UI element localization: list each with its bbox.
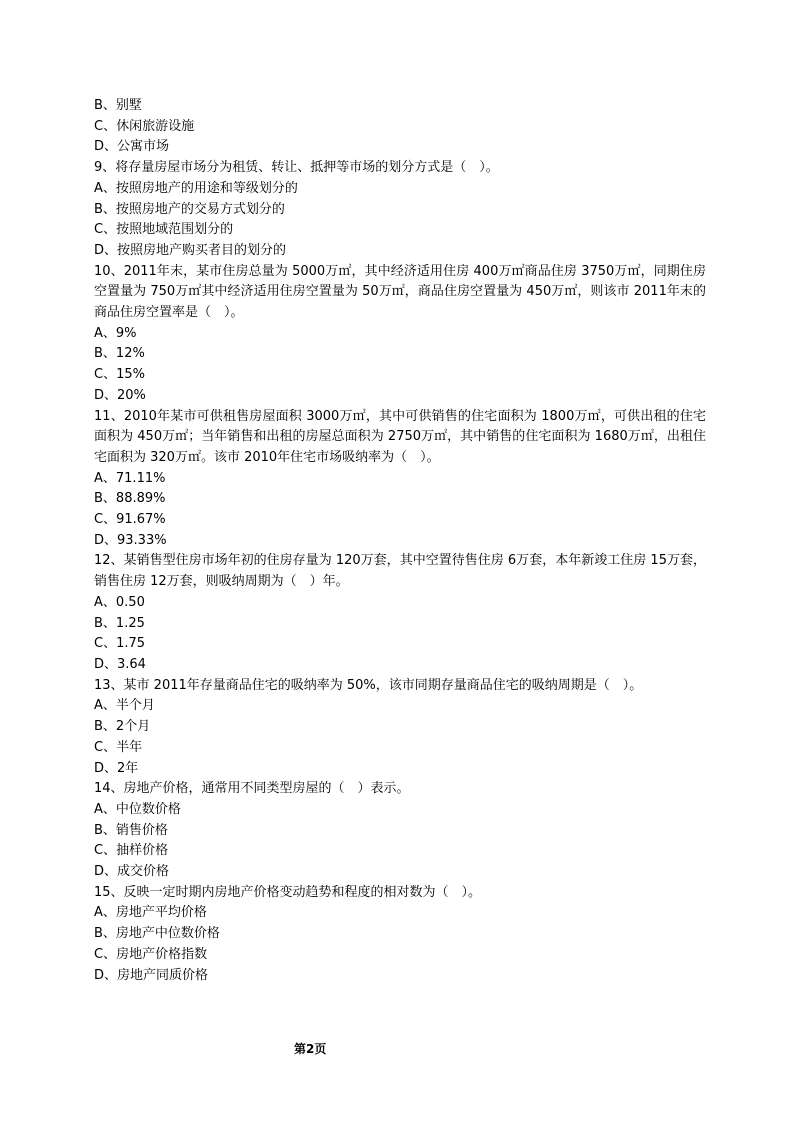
q12-option-a: A、0.50 [94,594,145,610]
q14-option-d: D、成交价格 [94,864,170,880]
q11-option-b: B、88.89% [94,491,166,507]
question-15: 15、反映一定时期内房地产价格变动趋势和程度的相对数为（ ）。 [94,884,482,900]
q14-option-c: C、抽样价格 [94,843,169,859]
page-number: 第2页 [294,1042,327,1056]
q11-option-a: A、71.11% [94,470,166,486]
q10-option-a: A、9% [94,325,137,341]
question-14: 14、房地产价格，通常用不同类型房屋的（ ）表示。 [94,781,410,797]
q9-option-a: A、按照房地产的用途和等级划分的 [94,180,298,196]
q12-option-d: D、3.64 [94,656,146,672]
question-13: 13、某市 2011年存量商品住宅的吸纳率为 50%，该市同期存量商品住宅的吸纳周期是（ ）。 [94,677,643,693]
q11-option-d: D、93.33% [94,532,167,548]
q13-option-c: C、半年 [94,739,143,755]
option-b-villa: B、别墅 [94,98,142,113]
q15-option-c: C、房地产价格指数 [94,946,208,962]
option-c-leisure: C、休闲旅游设施 [94,118,195,134]
question-9: 9、将存量房屋市场分为租赁、转让、抵押等市场的划分方式是（ ）。 [94,160,499,176]
question-10: 10、2011年末，某市住房总量为 5000万㎡，其中经济适用住房 400万㎡商品住房 3750万㎡，同期住房空置量为 750万㎡其中经济适用住房空置量为 50万㎡，商品住房空置量为 450万㎡，则该市 2011年末的商品住房空置率是（ ）。 [94,263,706,321]
q15-option-d: D、房地产同质价格 [94,967,209,983]
q9-option-d: D、按照房地产购买者目的划分的 [94,242,287,258]
q15-option-a: A、房地产平均价格 [94,905,207,921]
q13-option-d: D、2年 [94,760,139,776]
q10-option-c: C、15% [94,367,145,383]
question-12: 12、某销售型住房市场年初的住房存量为 120万套，其中空置待售住房 6万套，本年新竣工住房 15万套，销售住房 12万套，则吸纳周期为（ ）年。 [94,553,706,590]
q15-option-b: B、房地产中位数价格 [94,926,220,942]
q10-option-d: D、20% [94,387,146,403]
q10-option-b: B、12% [94,346,145,362]
q14-option-b: B、销售价格 [94,822,168,838]
q12-option-c: C、1.75 [94,636,146,652]
q9-option-b: B、按照房地产的交易方式划分的 [94,201,285,217]
q9-option-c: C、按照地域范围划分的 [94,222,234,238]
question-11: 11、2010年某市可供租售房屋面积 3000万㎡，其中可供销售的住宅面积为 1800万㎡，可供出租的住宅面积为 450万㎡；当年销售和出租的房屋总面积为 2750万㎡，其中销售的住宅面积为 1680万㎡，出租住宅面积为 320万㎡。该市 2010年住宅市场吸纳率为（ ）。 [94,408,706,465]
document-body [94,96,706,986]
q12-option-b: B、1.25 [94,615,145,631]
q13-option-a: A、半个月 [94,698,155,714]
option-d-apartment: D、公寓市场 [94,139,170,155]
q14-option-a: A、中位数价格 [94,801,181,817]
q11-option-c: C、91.67% [94,512,166,528]
q13-option-b: B、2个月 [94,719,151,735]
